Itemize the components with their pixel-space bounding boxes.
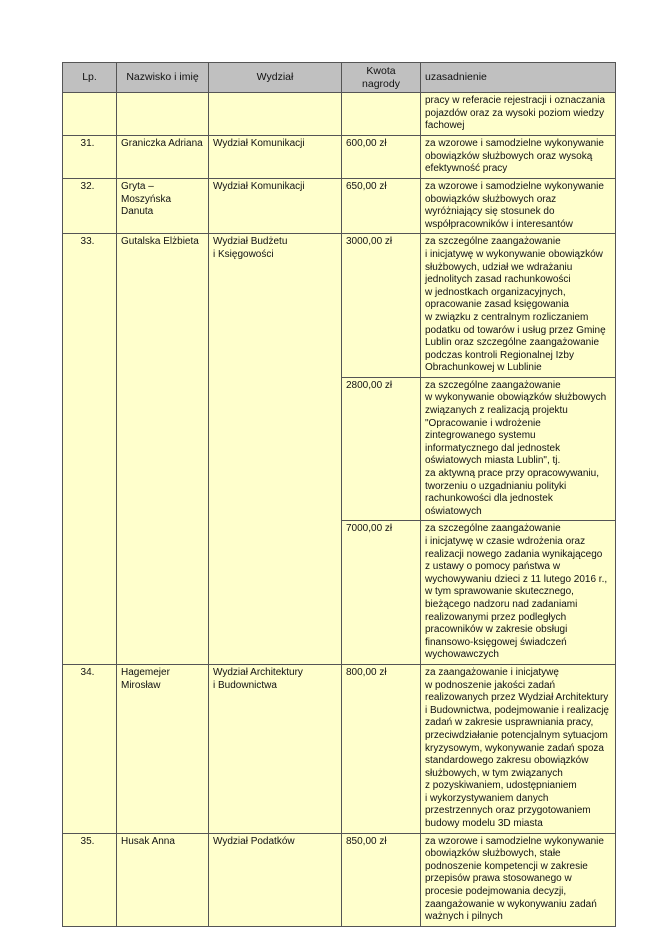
cell-amount: 7000,00 zł — [342, 521, 421, 665]
cell-amount: 600,00 zł — [342, 135, 421, 178]
cell-lp: 31. — [63, 135, 117, 178]
table-row — [63, 664, 616, 833]
cell-lp — [63, 93, 117, 136]
table-row — [63, 178, 616, 233]
cell-lp: 35. — [63, 833, 117, 926]
awards-table — [62, 62, 616, 927]
cell-amount — [342, 93, 421, 136]
cell-reason: pracy w referacie rejestracji i oznaczania pojazdów oraz za wysoki poziom wiedzy fachowej — [421, 93, 616, 136]
table-row — [63, 135, 616, 178]
cell-reason: za szczególne zaangażowanie i inicjatywę w czasie wdrożenia oraz realizacji nowego zadania wynikającego z ustawy o pomocy państwa w wychowywaniu dzieci z 11 lutego 2016 r., w tym sprawowanie skutecznego, bieżącego nadzoru nad zadaniami realizowanymi przez podległych pracowników w zakresie obsługi finansowo-księgowej świadczeń wychowawczych — [421, 521, 616, 665]
header-name: Nazwisko i imię — [117, 63, 209, 93]
table-row — [63, 93, 616, 136]
header-lp: Lp. — [63, 63, 117, 93]
cell-dept: Wydział Budżetu i Księgowości — [209, 234, 342, 665]
cell-reason: za wzorowe i samodzielne wykonywanie obowiązków służbowych oraz wyróżniający się stosunek do współpracowników i interesantów — [421, 178, 616, 233]
header-amount: Kwota nagrody — [342, 63, 421, 93]
table-header — [63, 63, 616, 93]
cell-name: Hagemejer Mirosław — [117, 664, 209, 833]
cell-amount: 850,00 zł — [342, 833, 421, 926]
cell-amount: 800,00 zł — [342, 664, 421, 833]
header-reason: uzasadnienie — [421, 63, 616, 93]
cell-dept: Wydział Komunikacji — [209, 178, 342, 233]
cell-dept: Wydział Architektury i Budownictwa — [209, 664, 342, 833]
cell-amount: 650,00 zł — [342, 178, 421, 233]
cell-name: Husak Anna — [117, 833, 209, 926]
cell-dept: Wydział Komunikacji — [209, 135, 342, 178]
cell-dept: Wydział Podatków — [209, 833, 342, 926]
cell-amount: 3000,00 zł — [342, 234, 421, 378]
cell-reason: za zaangażowanie i inicjatywę w podnoszenie jakości zadań realizowanych przez Wydział Architektury i Budownictwa, podejmowanie i realizację zadań w zakresie usprawniania pracy, przeciwdziałanie potencjalnym sytuacjom kryzysowym, wykonywanie zadań spoza standardowego zakresu obowiązków służbowych, w tym związanych z pozyskiwaniem, udostępnianiem i wykorzystywaniem danych przestrzennych oraz przygotowaniem budowy modelu 3D miasta — [421, 664, 616, 833]
cell-reason: za szczególne zaangażowanie w wykonywanie obowiązków służbowych związanych z realizacją projektu "Opracowanie i wdrożenie zintegrowanego systemu informatycznego dal jednostek oświatowych miasta Lublin", tj. za aktywną prace przy opracowywaniu, tworzeniu o uzgadnianiu polityki rachunkowości dla jednostek oświatowych — [421, 377, 616, 521]
cell-name: Gryta – Moszyńska Danuta — [117, 178, 209, 233]
cell-lp: 33. — [63, 234, 117, 665]
cell-name — [117, 93, 209, 136]
table-row — [63, 833, 616, 926]
cell-name: Graniczka Adriana — [117, 135, 209, 178]
cell-reason: za szczególne zaangażowanie i inicjatywę w wykonywanie obowiązków służbowych, udział we wdrażaniu jednolitych zasad rachunkowości w jednostkach organizacyjnych, opracowanie zasad księgowania w związku z centralnym rozliczaniem podatku od towarów i usług przez Gminę Lublin oraz szczególne zaangażowanie podczas kontroli Regionalnej Izby Obrachunkowej w Lublinie — [421, 234, 616, 378]
cell-lp: 32. — [63, 178, 117, 233]
cell-reason: za wzorowe i samodzielne wykonywanie obowiązków służbowych, stałe podnoszenie kompetencji w zakresie przepisów prawa stosowanego w procesie podejmowania decyzji, zaangażowanie w wykonywaniu zadań ważnych i pilnych — [421, 833, 616, 926]
header-dept: Wydział — [209, 63, 342, 93]
cell-lp: 34. — [63, 664, 117, 833]
cell-dept — [209, 93, 342, 136]
table-row — [63, 234, 616, 378]
cell-reason: za wzorowe i samodzielne wykonywanie obowiązków służbowych oraz wysoką efektywność pracy — [421, 135, 616, 178]
cell-amount: 2800,00 zł — [342, 377, 421, 521]
cell-name: Gutalska Elżbieta — [117, 234, 209, 665]
